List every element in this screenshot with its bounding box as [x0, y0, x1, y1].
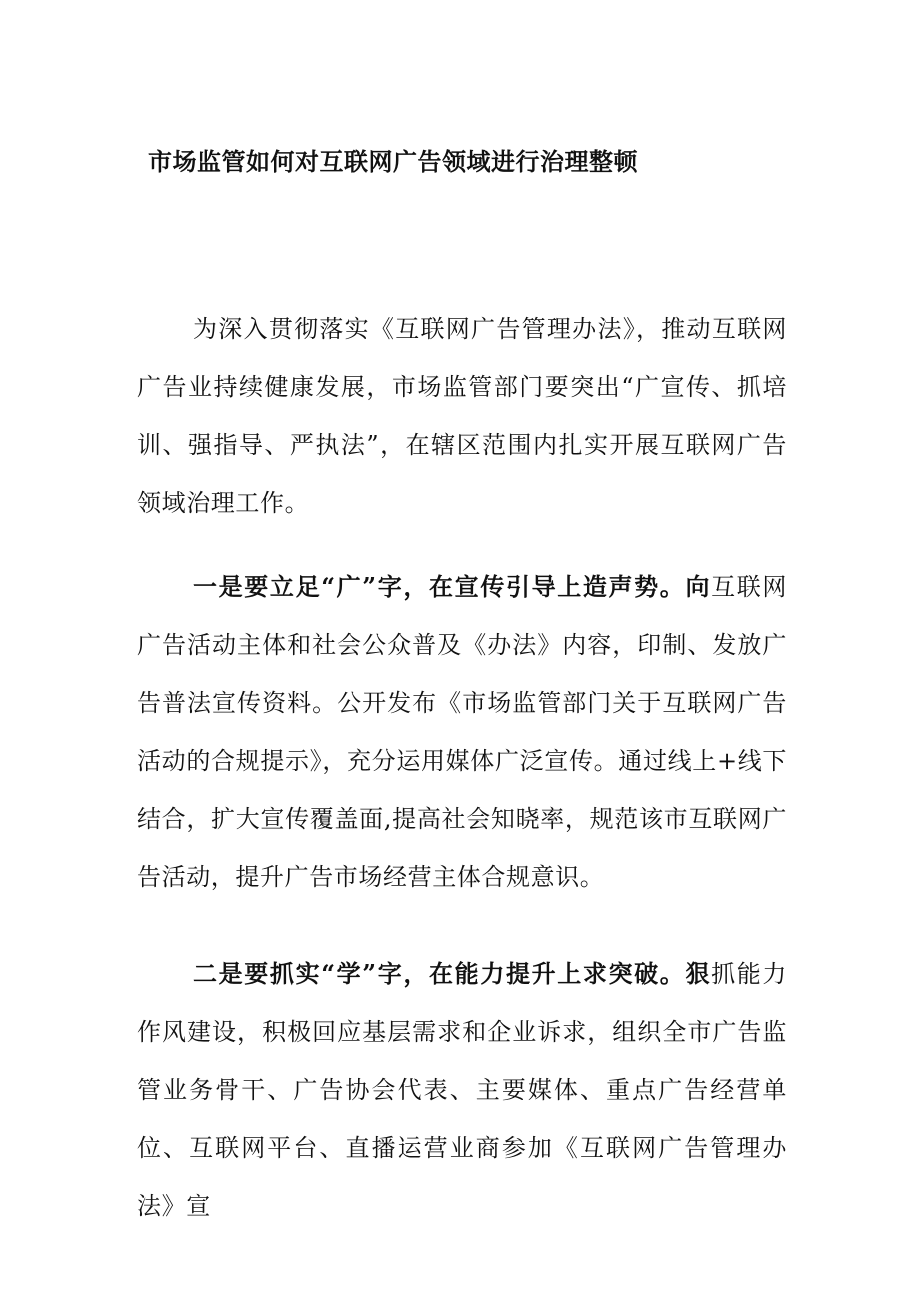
- paragraph-intro: [137, 300, 787, 532]
- paragraph-text: 为深入贯彻落实《互联网广告管理办法》，推动互联网广告业持续健康发展，市场监管部门要突出“广宣传、抓培训、强指导、严执法”，在辖区范围内扎实开展互联网广告领域治理工作。: [137, 315, 787, 517]
- document-title: 市场监管如何对互联网广告领域进行治理整顿: [148, 147, 638, 176]
- paragraph-point-two: [137, 945, 787, 1235]
- paragraph-text: 抓能力作风建设，积极回应基层需求和企业诉求，组织全市广告监管业务骨干、广告协会代表、主要媒体、重点广告经营单位、互联网平台、直播运营业商参加《互联网广告管理办法》宣: [137, 960, 787, 1220]
- paragraph-text: 互联网广告活动主体和社会公众普及《办法》内容，印制、发放广告普法宣传资料。公开发布《市场监管部门关于互联网广告活动的合规提示》，充分运用媒体广泛宣传。通过线上+线下结合，扩大宣传覆盖面,提高社会知晓率，规范该市互联网广告活动，提升广告市场经营主体合规意识。: [137, 573, 787, 891]
- paragraph-lead: 二是要抓实“学”字，在能力提升上求突破。狠: [193, 959, 712, 988]
- paragraph-point-one: [137, 558, 787, 906]
- paragraph-lead: 一是要立足“广”字，在宣传引导上造声势。向: [193, 572, 712, 601]
